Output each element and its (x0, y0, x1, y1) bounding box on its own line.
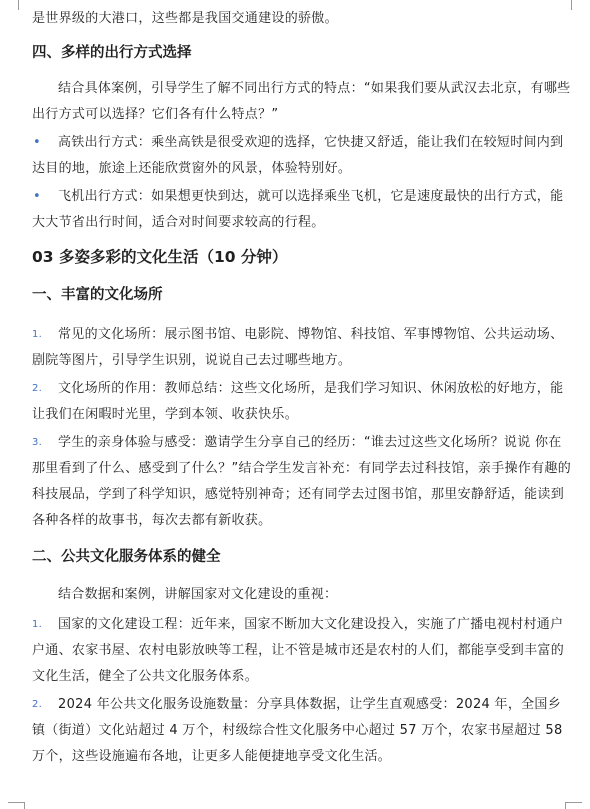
heading-public-culture-system: 二、公共文化服务体系的健全 (32, 549, 221, 565)
list-item (32, 692, 572, 770)
paragraph-travel-intro: 结合具体案例，引导学生了解不同出行方式的特点：“如果我们要从武汉去北京，有哪些出行方式可以选择？它们各有什么特点？” (32, 81, 571, 122)
paragraph-public-intro: 结合数据和案例，讲解国家对文化建设的重视： (58, 587, 338, 602)
paragraph-continuation: 是世界级的大港口，这些都是我国交通建设的骄傲。 (32, 11, 338, 26)
list-item (32, 376, 572, 428)
document-body (32, 6, 572, 770)
list-item-text: 学生的亲身体验与感受：邀请学生分享自己的经历：“谁去过这些文化场所？说说 你在那里看到了什么、感受到了什么？”结合学生发言补充：有同学去过科技馆，亲手操作有趣的科技展品，学到了科学知识，感觉特别神奇；还有同学去过图书馆，那里安静舒适，能读到各种各样的故事书，每次去都有新收获。 (32, 435, 572, 528)
list-item-text: 飞机出行方式：如果想更快到达，就可以选择乘坐飞机，它是速度最快的出行方式，能大大节省出行时间，适合对时间要求较高的行程。 (32, 189, 564, 230)
crop-mark-top-right (571, 0, 582, 10)
list-item (32, 430, 572, 534)
bullet-marker: • (33, 189, 41, 204)
list-item-text: 2024 年公共文化服务设施数量：分享具体数据，让学生直观感受：2024 年，全国乡镇（街道）文化站超过 4 万个，村级综合性文化服务中心超过 57 万个，农家书屋超过 58 万个，这些设施遍布各地，让更多人能便捷地享受文化生活。 (32, 697, 563, 764)
bullet-marker: • (33, 135, 41, 150)
number-marker: 1. (32, 619, 43, 630)
list-item (32, 322, 572, 374)
list-item-text: 高铁出行方式：乘坐高铁是很受欢迎的选择，它快捷又舒适，能让我们在较短时间内到达目的地，旅途上还能欣赏窗外的风景，体验特别好。 (32, 135, 564, 176)
heading-travel-options: 四、多样的出行方式选择 (32, 45, 192, 61)
number-marker: 1. (32, 329, 43, 340)
list-item (32, 612, 572, 690)
crop-mark-bottom-left (8, 802, 25, 809)
section-title-culture: 03 多姿多彩的文化生活（10 分钟） (32, 248, 288, 266)
list-item-text: 国家的文化建设工程：近年来，国家不断加大文化建设投入，实施了广播电视村村通户户通、农家书屋、农村电影放映等工程，让不管是城市还是农村的人们，都能享受到丰富的文化生活，健全了公共文化服务体系。 (32, 617, 565, 684)
crop-mark-bottom-right (565, 802, 582, 809)
number-marker: 3. (32, 437, 43, 448)
number-marker: 2. (32, 383, 43, 394)
list-item (32, 130, 572, 182)
list-item-text: 文化场所的作用：教师总结：这些文化场所，是我们学习知识、休闲放松的好地方，能让我们在闲暇时光里，学到本领、收获快乐。 (32, 381, 564, 422)
list-item (32, 184, 572, 236)
number-marker: 2. (32, 699, 43, 710)
list-item-text: 常见的文化场所：展示图书馆、电影院、博物馆、科技馆、军事博物馆、公共运动场、剧院等图片，引导学生识别，说说自己去过哪些地方。 (32, 327, 564, 368)
crop-mark-top-left (8, 0, 19, 10)
heading-cultural-venues: 一、丰富的文化场所 (32, 287, 163, 303)
